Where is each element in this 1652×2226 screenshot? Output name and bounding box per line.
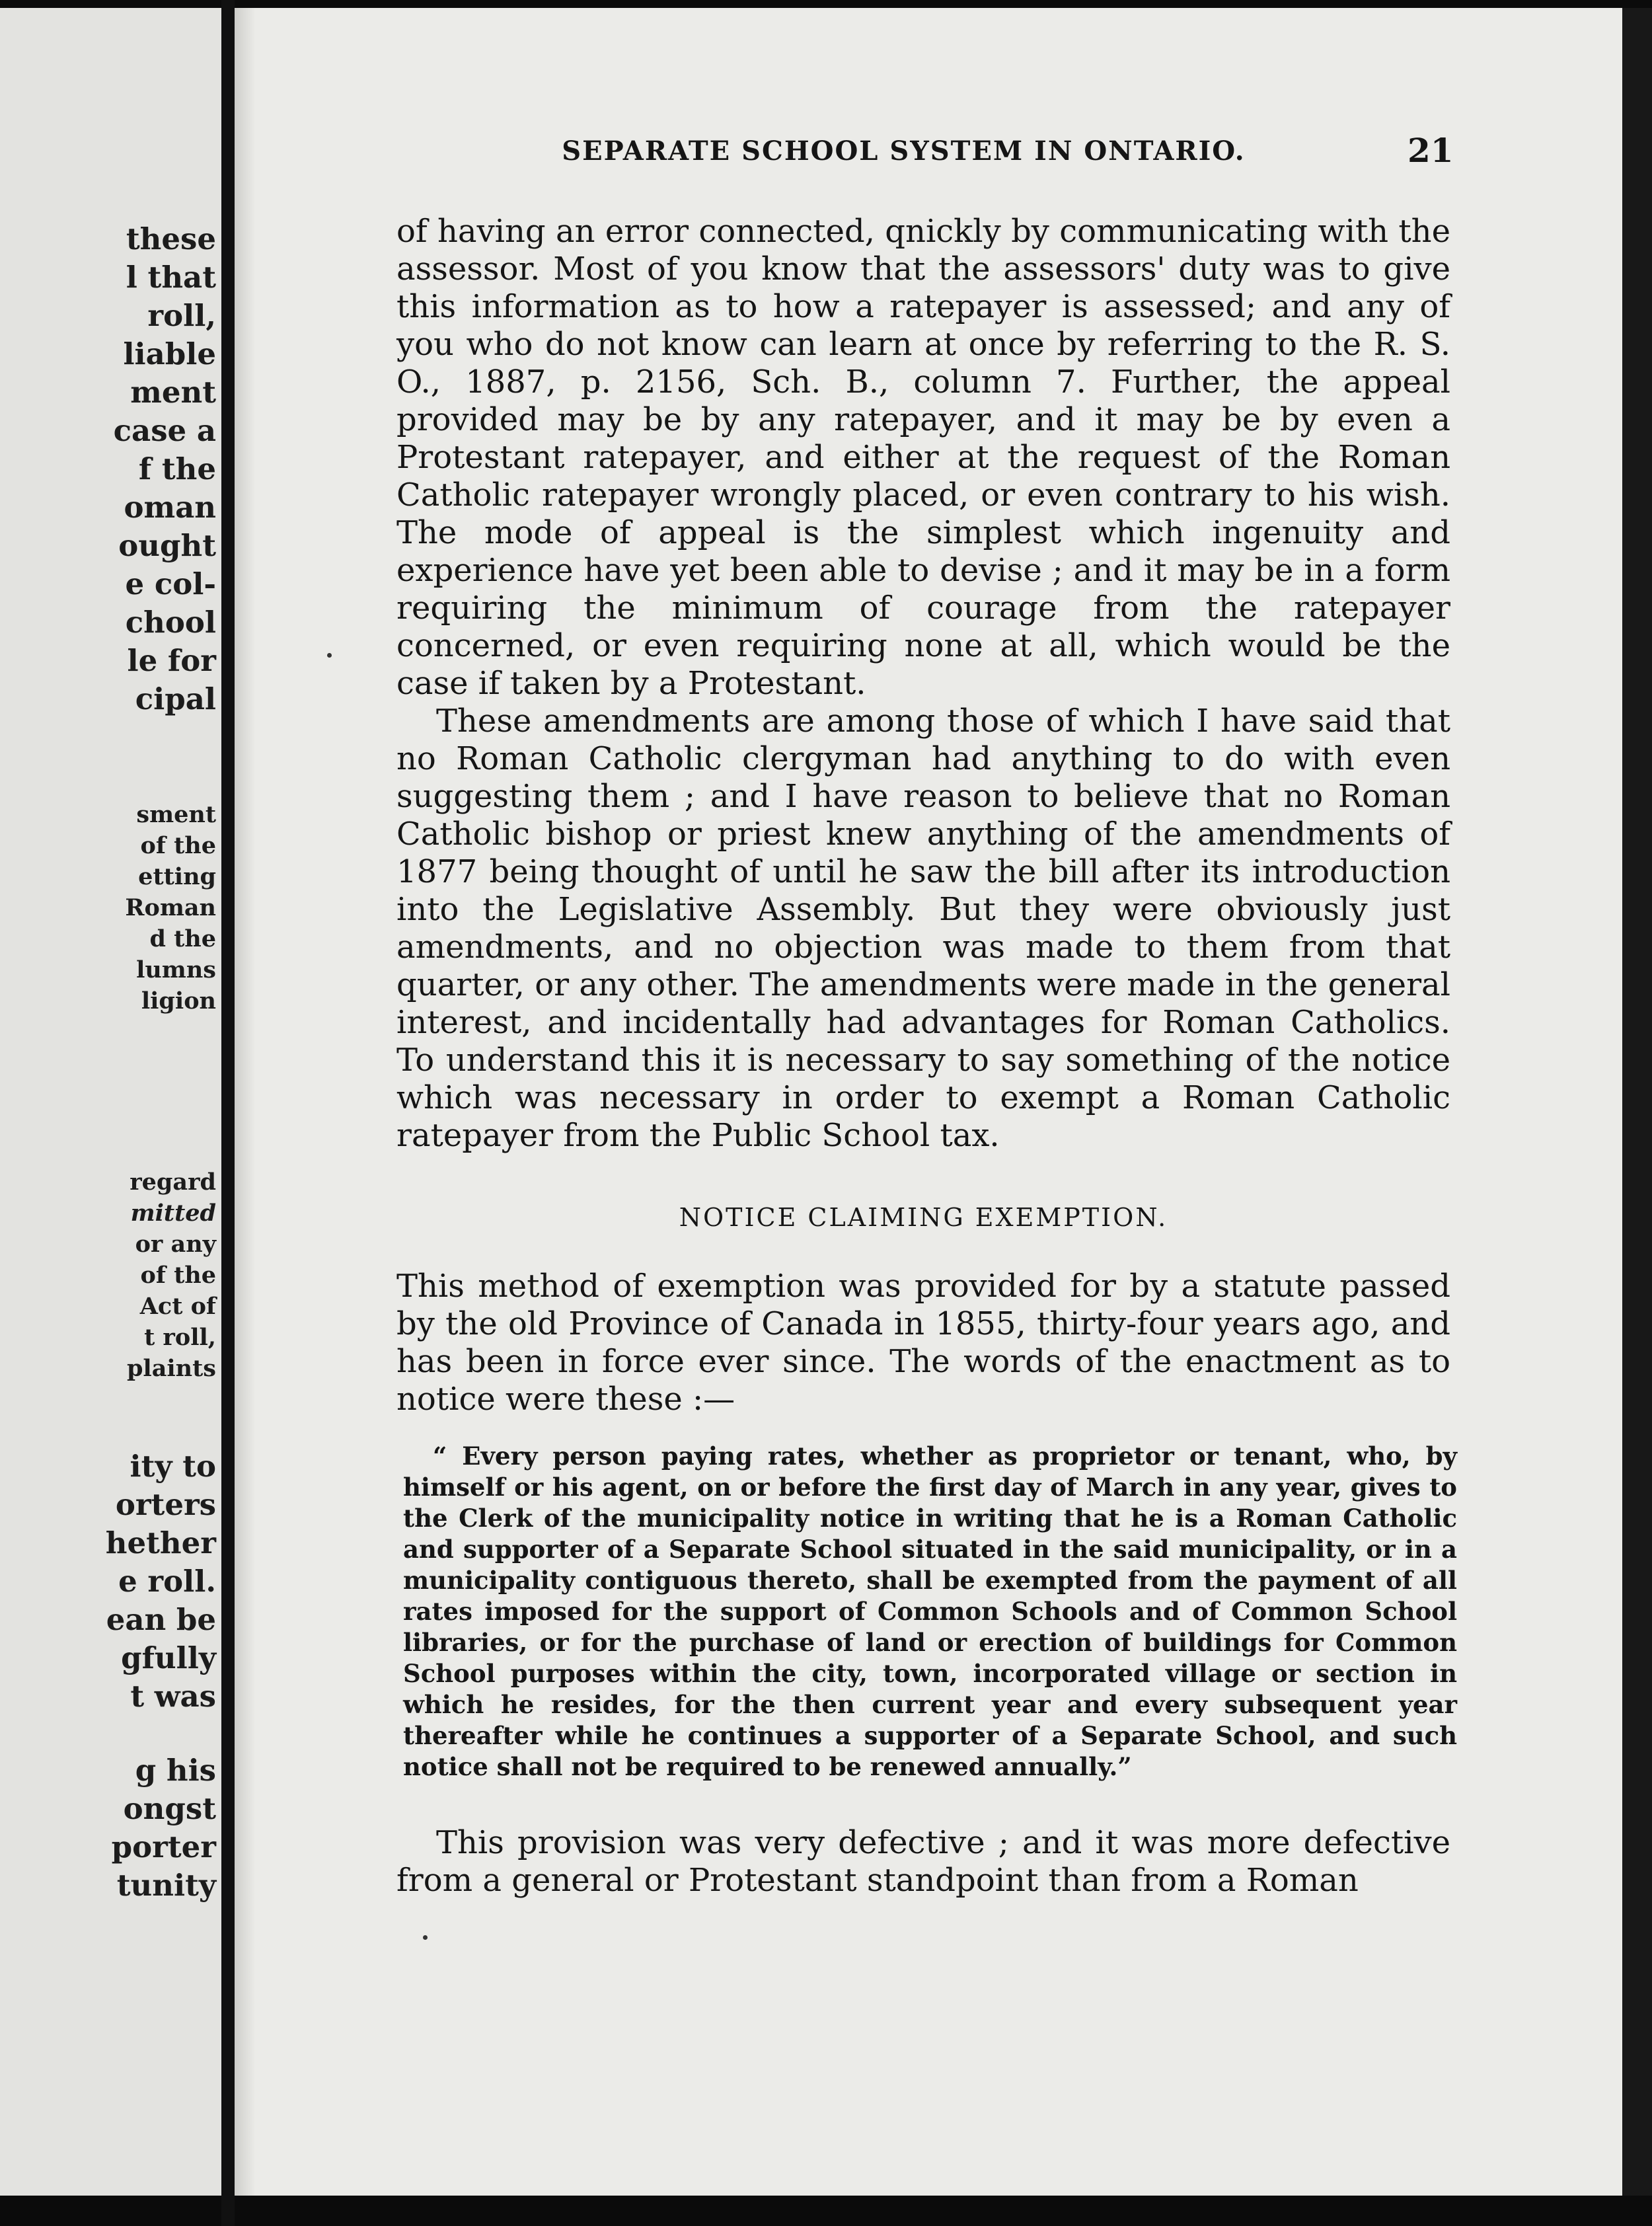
facing-page-fragment: of the	[140, 832, 216, 859]
section-heading: NOTICE CLAIMING EXEMPTION.	[679, 1203, 1168, 1232]
facing-page-fragment: ligion	[141, 987, 216, 1015]
facing-page-fragment: d the	[149, 925, 216, 952]
facing-page-fragment: tunity	[116, 1868, 216, 1903]
ink-speck	[327, 653, 332, 658]
facing-page-fragment: ought	[118, 528, 216, 563]
facing-page-fragment: orters	[115, 1487, 216, 1522]
facing-page-fragment: ity to	[130, 1449, 216, 1484]
running-head: SEPARATE SCHOOL SYSTEM IN ONTARIO.	[562, 135, 1246, 167]
facing-page-fragment: gfully	[121, 1640, 216, 1675]
facing-page-fragment: lumns	[136, 956, 216, 983]
facing-page-fragment: ment	[130, 375, 216, 410]
facing-page-fragment: t roll,	[144, 1324, 216, 1351]
facing-page-fragment: e col-	[125, 566, 216, 601]
facing-page-fragment: le for	[127, 643, 216, 678]
facing-page-fragment: hether	[105, 1525, 216, 1560]
body-text-top	[396, 213, 1450, 1155]
facing-page-fragment: these	[126, 221, 216, 256]
facing-page-fragment: t was	[130, 1679, 216, 1714]
facing-page-fragment: etting	[138, 863, 216, 890]
paragraph: of having an error connected, qnickly by communicating with the assessor. Most of you know that the assessors' duty was to give this information as to how a ratepayer is assessed; and any of you who do not know can learn at once by referring to the R. S. O., 1887, p. 2156, Sch. B., column 7. Further, the appeal provided may be by any ratepayer, and it may be by even a Protestant ratepayer, and either at the request of the Roman Catholic ratepayer wrongly placed, or even contrary to his wish. The mode of appeal is the simplest which ingenuity and experience have yet been able to devise ; and it may be in a form requiring the minimum of courage from the ratepayer concerned, or even requiring none at all, which would be the case if taken by a Protestant.	[396, 213, 1450, 702]
facing-page-fragment: l that	[126, 260, 216, 295]
facing-page-fragment: ean be	[106, 1602, 216, 1637]
facing-page-fragment: plaints	[126, 1355, 216, 1382]
paragraph: These amendments are among those of which I have said that no Roman Catholic clergyman had anything to do with even suggesting them ; and I have reason to believe that no Roman Catholic bishop or priest knew anything of the amendments of 1877 being thought of until he saw the bill after its introduction into the Legislative Assembly. But they were obviously just amendments, and no objection was made to them from that quarter, or any other. The amendments were made in the general interest, and incidentally had advantages for Roman Catholics. To understand this it is necessary to say something of the notice which was necessary in order to exempt a Roman Catholic ratepayer from the Public School tax.	[396, 703, 1450, 1154]
facing-page-fragment: sment	[136, 801, 216, 828]
facing-page-fragment: e roll.	[118, 1564, 216, 1599]
facing-page-fragment: case a	[113, 413, 216, 448]
facing-page-fragment: mitted	[130, 1200, 216, 1227]
spine-shadow	[235, 8, 254, 2196]
facing-page-fragment: cipal	[135, 681, 216, 716]
facing-page-fragment: ongst	[123, 1791, 216, 1826]
book-gutter	[221, 0, 235, 2226]
body-text-middle	[396, 1268, 1450, 1418]
facing-page-fragment: oman	[124, 490, 216, 525]
facing-page-fragment: chool	[125, 605, 216, 640]
statute-quotation: “ Every person paying rates, whether as proprietor or tenant, who, by himself or his agent, on or before the first day of March in any year, gives to the Clerk of the municipality notice in writing that he is a Roman Catholic and supporter of a Separate School situated in the said municipality, or in a municipality contiguous thereto, shall be exempted from the payment of all rates imposed for the support of Common Schools and of Common School libraries, or for the purchase of land or erection of buildings for Common School purposes within the city, town, incorporated village or section in which he resides, for the then current year and every subsequent year thereafter while he continues a supporter of a Separate School, and such notice shall not be required to be renewed annually.”	[403, 1441, 1457, 1781]
facing-page-fragment: of the	[140, 1262, 216, 1289]
facing-page-edge	[0, 8, 221, 2196]
facing-page-fragment: porter	[111, 1829, 216, 1864]
facing-page-fragment: regard	[130, 1169, 216, 1196]
body-text-bottom	[396, 1824, 1450, 1900]
facing-page-fragment: Act of	[139, 1293, 216, 1320]
ink-speck	[423, 1935, 428, 1940]
facing-page-fragment: g his	[135, 1753, 216, 1788]
paragraph: This provision was very defective ; and it was more defective from a general or Protestant standpoint than from a Roman	[396, 1824, 1450, 1899]
facing-page-fragment: Roman	[125, 894, 216, 921]
facing-page-fragment: or any	[135, 1231, 216, 1258]
page-edge-border	[1622, 8, 1652, 2196]
facing-page-fragment: liable	[123, 336, 216, 371]
facing-page-fragment: roll,	[147, 298, 216, 333]
facing-page-fragment: f the	[138, 451, 216, 486]
paragraph: This method of exemption was provided for by a statute passed by the old Province of Canada in 1855, thirty-four years ago, and has been in force ever since. The words of the enactment as to notice were these :—	[396, 1268, 1450, 1418]
page-number: 21	[1408, 131, 1454, 170]
